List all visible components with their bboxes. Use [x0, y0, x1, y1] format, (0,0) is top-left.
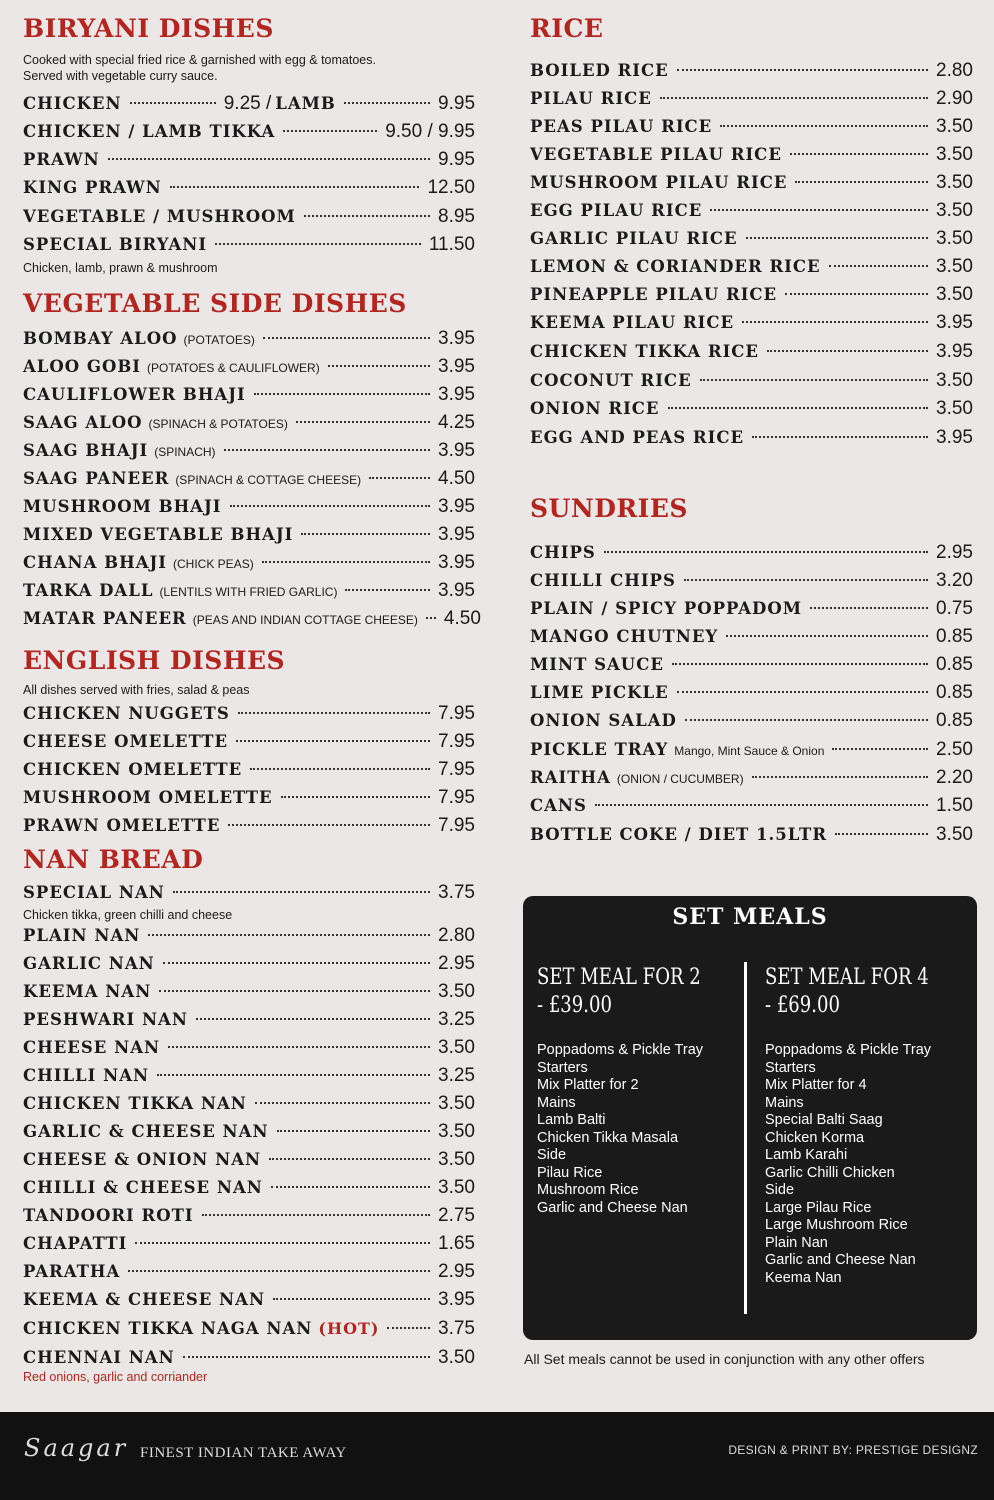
biryani-heading: BIRYANI DISHES: [23, 14, 274, 43]
set-meals-divider: [744, 962, 747, 1314]
list-item: Mix Platter for 2: [537, 1077, 639, 1093]
list-item: Chicken Tikka Masala: [537, 1129, 679, 1146]
menu-item: EGG PILAU RICE 3.50: [530, 200, 973, 221]
list-item: Lamb Karahi: [765, 1147, 848, 1163]
list-item: Keema Nan: [765, 1269, 842, 1286]
menu-item: PLAIN / SPICY POPPADOM 0.75: [530, 598, 973, 619]
set-meals-title: SET MEALS: [672, 904, 828, 930]
set-meals-note: All Set meals cannot be used in conjunction with any other offers: [524, 1351, 925, 1367]
right-column: [530, 0, 973, 880]
biryani-note-2: Served with vegetable curry sauce.: [23, 69, 218, 83]
menu-item: CHILLI & CHEESE NAN 3.50: [23, 1177, 475, 1198]
english-heading: ENGLISH DISHES: [23, 646, 286, 675]
menu-item: COCONUT RICE 3.50: [530, 370, 973, 391]
menu-item: MIXED VEGETABLE BHAJI 3.95: [23, 524, 475, 545]
menu-item: MINT SAUCE 0.85: [530, 654, 973, 675]
menu-item: CHICKEN OMELETTE 7.95: [23, 759, 475, 780]
menu-item: SPECIAL BIRYANI 11.50: [23, 234, 475, 255]
menu-item: CHEESE & ONION NAN 3.50: [23, 1149, 475, 1170]
menu-item: CHICKEN NUGGETS 7.95: [23, 703, 475, 724]
menu-item: PILAU RICE 2.90: [530, 88, 973, 109]
menu-item: KEEMA & CHEESE NAN 3.95: [23, 1289, 475, 1310]
menu-item: PARATHA 2.95: [23, 1261, 475, 1282]
hot-badge: (HOT): [318, 1319, 380, 1338]
list-item: Large Pilau Rice: [765, 1199, 872, 1216]
list-item: Garlic and Cheese Nan: [765, 1252, 916, 1268]
menu-item: CHILLI NAN 3.25: [23, 1065, 475, 1086]
menu-item: EGG AND PEAS RICE 3.95: [530, 427, 973, 448]
menu-item: KEEMA NAN 3.50: [23, 981, 475, 1002]
menu-item: KEEMA PILAU RICE 3.95: [530, 312, 973, 333]
menu-item: ALOO GOBI (POTATOES & CAULIFLOWER) 3.95: [23, 356, 475, 377]
list-item: Side: [537, 1147, 567, 1163]
brand-logo: Saagar: [24, 1434, 129, 1462]
list-item: Garlic and Cheese Nan: [537, 1199, 688, 1216]
menu-item: KING PRAWN 12.50: [23, 177, 475, 198]
menu-item: CHEESE OMELETTE 7.95: [23, 731, 475, 752]
set-meal-for-4-list: [765, 1042, 970, 1287]
list-item: Starters: [765, 1059, 816, 1076]
menu-item: ONION SALAD 0.85: [530, 710, 973, 731]
list-item: Special Balti Saag: [765, 1112, 883, 1128]
menu-item: SAAG PANEER (SPINACH & COTTAGE CHEESE) 4.50: [23, 468, 475, 489]
menu-item: CHEESE NAN 3.50: [23, 1037, 475, 1058]
brand-tagline: FINEST INDIAN TAKE AWAY: [140, 1445, 347, 1461]
menu-item: GARLIC NAN 2.95: [23, 953, 475, 974]
rice-heading: RICE: [530, 14, 604, 43]
list-item: Large Mushroom Rice: [765, 1217, 908, 1233]
menu-item-special-nan: SPECIAL NAN 3.75: [23, 882, 475, 903]
set-meal-for-4: [765, 964, 970, 1287]
set-meal-for-2-title: SET MEAL FOR 2: [537, 965, 701, 990]
menu-item: MUSHROOM BHAJI 3.95: [23, 496, 475, 517]
menu-item: CHANA BHAJI (CHICK PEAS) 3.95: [23, 552, 475, 573]
menu-item: CHAPATTI 1.65: [23, 1233, 475, 1254]
list-item: Mix Platter for 4: [765, 1077, 867, 1093]
chennai-nan-note: Red onions, garlic and corriander: [23, 1370, 208, 1384]
list-item: Starters: [537, 1059, 588, 1076]
left-column: [23, 0, 481, 1410]
menu-item: LEMON & CORIANDER RICE 3.50: [530, 256, 973, 277]
menu-item: GARLIC & CHEESE NAN 3.50: [23, 1121, 475, 1142]
menu-item-chicken-lamb-biryani: CHICKEN 9.25 / LAMB 9.95: [23, 93, 476, 114]
menu-item: PLAIN NAN 2.80: [23, 925, 475, 946]
footer: [0, 1412, 994, 1500]
menu-item: CHILLI CHIPS 3.20: [530, 570, 973, 591]
special-biryani-note: Chicken, lamb, prawn & mushroom: [23, 261, 218, 275]
menu-item: SAAG BHAJI (SPINACH) 3.95: [23, 440, 475, 461]
menu-item: CANS 1.50: [530, 795, 973, 816]
menu-item: VEGETABLE / MUSHROOM 8.95: [23, 206, 475, 227]
set-meal-for-2: [537, 964, 742, 1217]
set-meal-for-2-price: - £39.00: [537, 993, 612, 1018]
nan-heading: NAN BREAD: [23, 845, 204, 874]
menu-item: BOMBAY ALOO (POTATOES) 3.95: [23, 328, 475, 349]
set-meal-for-2-list: [537, 1042, 742, 1217]
design-credit: DESIGN & PRINT BY: PRESTIGE DESIGNZ: [728, 1443, 978, 1457]
menu-item-naga-nan: CHICKEN TIKKA NAGA NAN (HOT) 3.75: [23, 1318, 475, 1339]
menu-item: RAITHA (ONION / CUCUMBER) 2.20: [530, 767, 973, 788]
menu-item: PINEAPPLE PILAU RICE 3.50: [530, 284, 973, 305]
list-item: Garlic Chilli Chicken: [765, 1164, 895, 1181]
veg-heading: VEGETABLE SIDE DISHES: [23, 289, 407, 318]
menu-item: MATAR PANEER (PEAS AND INDIAN COTTAGE CHEESE) 4.50: [23, 608, 481, 629]
set-meal-for-4-price: - £69.00: [765, 993, 840, 1018]
menu-item: VEGETABLE PILAU RICE 3.50: [530, 144, 973, 165]
menu-item: BOTTLE COKE / DIET 1.5LTR 3.50: [530, 824, 973, 845]
sundries-heading: SUNDRIES: [530, 494, 688, 523]
menu-item: LIME PICKLE 0.85: [530, 682, 973, 703]
list-item: Mushroom Rice: [537, 1182, 639, 1198]
menu-item: PEAS PILAU RICE 3.50: [530, 116, 973, 137]
menu-item: CHIPS 2.95: [530, 542, 973, 563]
english-note: All dishes served with fries, salad & peas: [23, 683, 250, 697]
menu-item: BOILED RICE 2.80: [530, 60, 973, 81]
special-nan-note: Chicken tikka, green chilli and cheese: [23, 908, 233, 922]
list-item: Chicken Korma: [765, 1129, 865, 1146]
list-item: Poppadoms & Pickle Tray: [765, 1042, 932, 1058]
menu-item-tikka-biryani: CHICKEN / LAMB TIKKA 9.50 / 9.95: [23, 121, 475, 142]
list-item: Pilau Rice: [537, 1164, 603, 1181]
list-item: Mains: [765, 1094, 804, 1111]
menu-item: CHICKEN TIKKA RICE 3.95: [530, 341, 973, 362]
menu-item: MUSHROOM PILAU RICE 3.50: [530, 172, 973, 193]
biryani-note-1: Cooked with special fried rice & garnished with egg & tomatoes.: [23, 53, 376, 67]
list-item: Poppadoms & Pickle Tray: [537, 1042, 704, 1058]
list-item: Mains: [537, 1094, 576, 1111]
menu-item: PRAWN OMELETTE 7.95: [23, 815, 475, 836]
menu-item: CHICKEN TIKKA NAN 3.50: [23, 1093, 475, 1114]
menu-item: ONION RICE 3.50: [530, 398, 973, 419]
list-item: Plain Nan: [765, 1234, 828, 1251]
set-meal-for-4-title: SET MEAL FOR 4: [765, 965, 929, 990]
menu-item: CAULIFLOWER BHAJI 3.95: [23, 384, 475, 405]
menu-item: MANGO CHUTNEY 0.85: [530, 626, 973, 647]
menu-item: PICKLE TRAY Mango, Mint Sauce & Onion 2.50: [530, 739, 973, 760]
menu-item: PRAWN 9.95: [23, 149, 475, 170]
menu-item-chennai-nan: CHENNAI NAN 3.50: [23, 1347, 475, 1368]
set-meals-panel: [523, 896, 977, 1340]
menu-item: MUSHROOM OMELETTE 7.95: [23, 787, 475, 808]
menu-item: TARKA DALL (LENTILS WITH FRIED GARLIC) 3.95: [23, 580, 475, 601]
menu-item: SAAG ALOO (SPINACH & POTATOES) 4.25: [23, 412, 475, 433]
list-item: Lamb Balti: [537, 1112, 606, 1128]
list-item: Side: [765, 1182, 795, 1198]
menu-item: PESHWARI NAN 3.25: [23, 1009, 475, 1030]
menu-item: TANDOORI ROTI 2.75: [23, 1205, 475, 1226]
menu-item: GARLIC PILAU RICE 3.50: [530, 228, 973, 249]
